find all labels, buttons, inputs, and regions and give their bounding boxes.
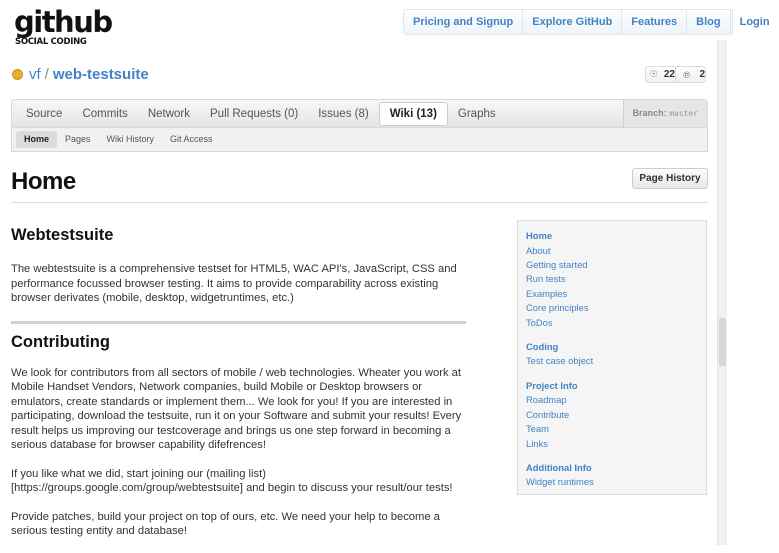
subtab-home[interactable]: Home (16, 131, 57, 148)
sidebar-link-widget-runtimes[interactable]: Widget runtimes (526, 476, 594, 488)
eye-icon: ☉ (649, 69, 658, 79)
branch-selector[interactable] (623, 100, 707, 127)
tab-graphs[interactable]: Graphs (457, 107, 496, 120)
watchers-count[interactable] (646, 67, 675, 82)
page-history-button[interactable]: Page History (632, 168, 708, 189)
repo-tabs (11, 99, 708, 128)
subtab-pages[interactable]: Pages (65, 134, 91, 144)
subtab-git-access[interactable]: Git Access (170, 134, 213, 144)
paragraph-contributors: We look for contributors from all sectors of mobile / web technologies. Wheater you work at Mobile Handset Vendors, Network companies, build Mobile or Desktop browsers or emulators, create standards or implement them... We look for you! If you are interested in participating, download the testsuite, run it on your Software and submit your results! Every result helps us improving our testcoverage and brings us one step forward in becoming a serious database for browser capability difefrences! (11, 366, 462, 451)
repo-owner-link[interactable]: vf (29, 66, 41, 83)
sidebar-link-todos[interactable]: ToDos (526, 316, 553, 328)
sidebar-link-links[interactable]: Links (526, 437, 548, 449)
subtab-wiki-history[interactable]: Wiki History (106, 134, 155, 144)
wiki-sidebar (517, 220, 707, 495)
heading-webtestsuite: Webtestsuite (11, 226, 114, 244)
forks-value: 2 (699, 69, 705, 80)
branch-label: Branch: (632, 108, 667, 118)
sidebar-link-about[interactable]: About (526, 244, 551, 256)
tab-network[interactable]: Network (147, 107, 190, 120)
sidebar-link-examples[interactable]: Examples (526, 287, 568, 299)
sidebar-link-contribute[interactable]: Contribute (526, 408, 570, 420)
paragraph-mailing-list: If you like what we did, start joining our (mailing list)[https://groups.google.com/group/webtestsuite] and begin to discuss your result/our tests! (11, 467, 453, 494)
tab-source[interactable]: Source (26, 107, 63, 120)
top-navigation (403, 9, 770, 35)
sidebar-link-run-tests[interactable]: Run tests (526, 273, 566, 285)
sidebar-group-coding (526, 340, 698, 369)
tab-commits[interactable]: Commits (82, 107, 128, 120)
sidebar-group-home (526, 229, 698, 330)
scrollbar-thumb[interactable] (719, 318, 726, 366)
nav-login[interactable]: Login (739, 16, 770, 28)
heading-contributing: Contributing (11, 321, 466, 352)
sidebar-head-project-info[interactable]: Project Info (526, 379, 578, 391)
nav-pricing-signup[interactable]: Pricing and Signup (404, 10, 523, 34)
logo-tagline: SOCIAL CODING (15, 37, 87, 47)
github-logo[interactable] (14, 5, 112, 47)
repo-separator: / (44, 66, 49, 83)
wiki-subtabs (11, 128, 708, 152)
nav-explore-github[interactable]: Explore GitHub (523, 10, 622, 34)
sidebar-link-roadmap[interactable]: Roadmap (526, 394, 567, 406)
paragraph-patches: Provide patches, build your project on top of ours, etc. We need your help to become a serious testing entity and database! (11, 510, 440, 537)
sidebar-head-additional-info[interactable]: Additional Info (526, 461, 592, 473)
wiki-content (11, 225, 466, 553)
sidebar-link-core-principles[interactable]: Core principles (526, 302, 589, 314)
sidebar-link-getting-started[interactable]: Getting started (526, 258, 588, 270)
repo-title (12, 66, 149, 83)
repo-name-link[interactable]: web-testsuite (52, 66, 149, 83)
sidebar-group-project-info (526, 379, 698, 451)
page-scrollbar[interactable] (717, 40, 727, 545)
tab-wiki[interactable]: Wiki (13) (379, 102, 448, 126)
nav-blog[interactable]: Blog (687, 10, 730, 34)
repo-stats (645, 66, 706, 83)
sidebar-link-team[interactable]: Team (526, 423, 549, 435)
sidebar-head-home[interactable]: Home (526, 230, 553, 241)
forks-count[interactable] (675, 67, 705, 82)
sidebar-link-test-case-object[interactable]: Test case object (526, 355, 594, 367)
watchers-value: 22 (663, 69, 675, 80)
sidebar-head-coding[interactable]: Coding (526, 340, 559, 352)
tab-issues[interactable]: Issues (8) (318, 107, 369, 120)
repo-owner-icon (12, 69, 23, 80)
tab-pull-requests[interactable]: Pull Requests (0) (210, 107, 299, 120)
page-title: Home (11, 168, 76, 195)
title-divider (11, 202, 708, 203)
sidebar-group-additional-info (526, 461, 698, 490)
branch-value: master (669, 109, 698, 118)
fork-icon: ℗ (683, 69, 691, 80)
paragraph-intro: The webtestsuite is a comprehensive testset for HTML5, WAC API's, JavaScript, CSS and performance focussed browser testing. It aims to provide comparability across existing browser derivates (mobile, desktop, widgetruntimes, etc.) (11, 263, 457, 304)
nav-features[interactable]: Features (622, 10, 687, 34)
logo-wordmark: github (14, 5, 112, 39)
